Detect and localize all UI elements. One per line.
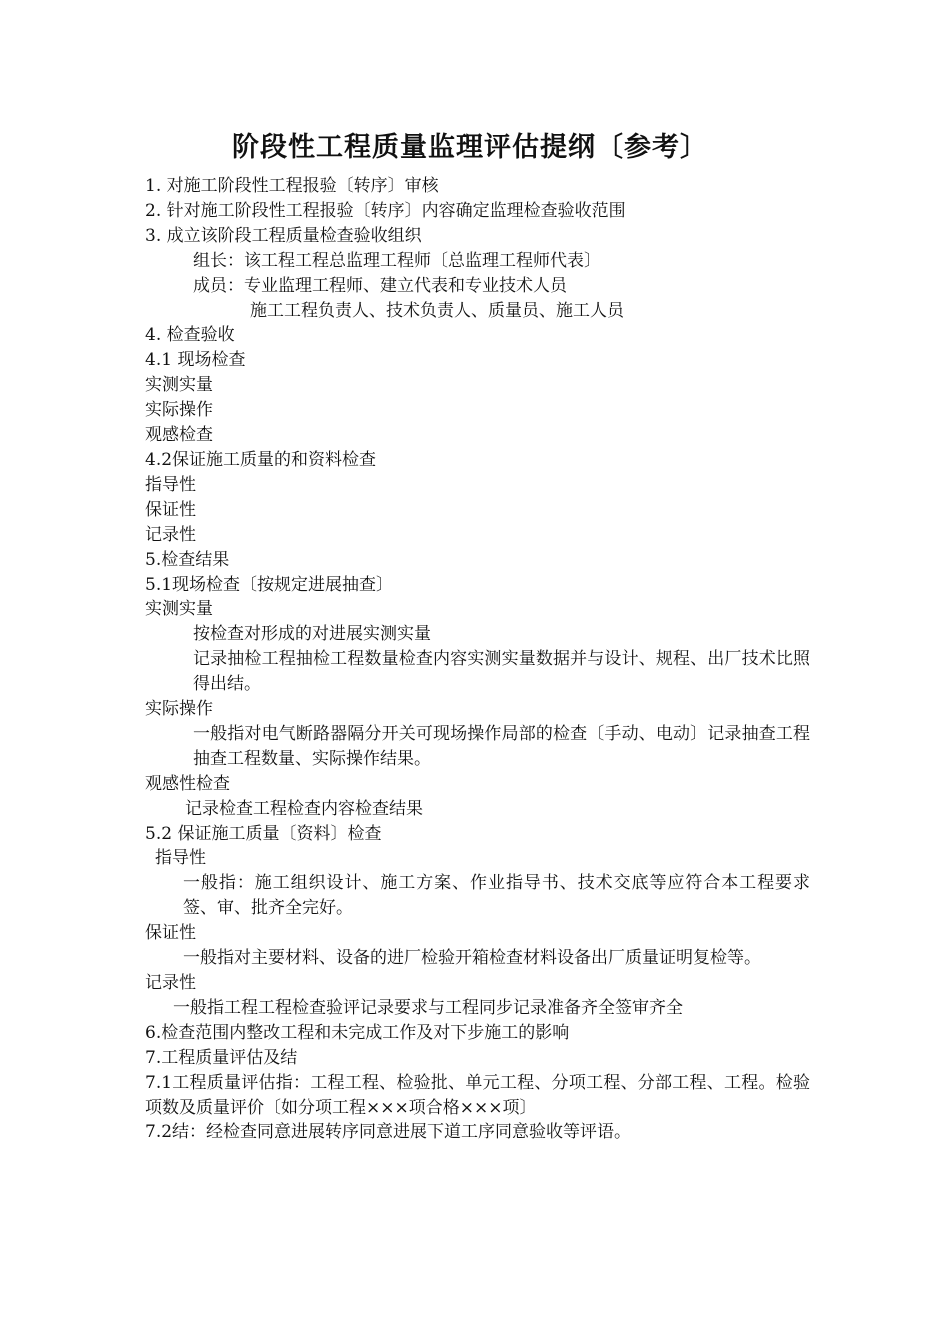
document-body (145, 174, 810, 1145)
subitem-operation: 实际操作 (145, 400, 213, 421)
subitem-guidance: 指导性 (145, 474, 196, 495)
subheading-guidance: 指导性 (155, 848, 206, 869)
visual-paragraph: 记录检查工程检查内容检查结果 (185, 798, 423, 819)
team-members-continued-line: 施工工程负责人、技术负责人、质量员、施工人员 (250, 300, 624, 321)
team-leader-line: 组长：该工程工程总监理工程师〔总监理工程师代表〕 (193, 250, 601, 271)
measurement-paragraph-2: 记录抽检工程抽检工程数量检查内容实测实量数据并与设计、规程、出厂技术比照得出结。 (193, 649, 810, 695)
list-item-2: 2. 针对施工阶段性工程报验〔转序〕内容确定监理检查验收范围 (145, 200, 626, 221)
operation-paragraph: 一般指对电气断路器隔分开关可现场操作局部的检查〔手动、电动〕记录抽查工程抽查工程数量、实际操作结果。 (193, 723, 810, 769)
section-7-1-paragraph: 7.1工程质量评估指：工程工程、检验批、单元工程、分项工程、分部工程、工程。检验项数及质量评价〔如分项工程×××项合格×××项〕 (145, 1072, 810, 1118)
team-members-line: 成员：专业监理工程师、建立代表和专业技术人员 (193, 275, 567, 296)
assurance-paragraph: 一般指对主要材料、设备的进厂检验开箱检查材料设备出厂质量证明复检等。 (183, 948, 761, 969)
section-heading-5: 5.检查结果 (145, 549, 230, 570)
guidance-paragraph: 一般指：施工组织设计、施工方案、作业指导书、技术交底等应符合本工程要求签、审、批齐全完好。 (183, 873, 810, 919)
document-title: 阶段性工程质量监理评估提纲〔参考〕 (232, 132, 708, 163)
record-paragraph: 一般指工程工程检查验评记录要求与工程同步记录准备齐全签审齐全 (173, 997, 683, 1018)
subitem-visual: 观感检查 (145, 425, 213, 446)
subheading-operation: 实际操作 (145, 699, 213, 720)
subheading-visual: 观感性检查 (145, 773, 230, 794)
measurement-paragraph-1: 按检查对形成的对进展实测实量 (193, 624, 431, 645)
subitem-measurement: 实测实量 (145, 375, 213, 396)
subheading-record: 记录性 (145, 973, 196, 993)
section-7-2-paragraph: 7.2结：经检查同意进展转序同意进展下道工序同意验收等评语。 (145, 1122, 632, 1143)
section-heading-6: 6.检查范围内整改工程和未完成工作及对下步施工的影响 (145, 1022, 570, 1043)
section-heading-4-2: 4.2保证施工质量的和资料检查 (145, 449, 377, 470)
list-item-3: 3. 成立该阶段工程质量检查验收组织 (145, 225, 422, 246)
section-heading-5-2: 5.2 保证施工质量〔资料〕检查 (145, 823, 382, 844)
subitem-record: 记录性 (145, 524, 196, 545)
subheading-measurement: 实测实量 (145, 599, 213, 620)
subitem-assurance: 保证性 (145, 499, 196, 520)
section-heading-4-1: 4.1 现场检查 (145, 350, 246, 371)
section-heading-5-1: 5.1现场检查〔按规定进展抽查〕 (145, 574, 394, 595)
list-item-1: 1. 对施工阶段性工程报验〔转序〕审核 (145, 176, 439, 196)
subheading-assurance: 保证性 (145, 923, 196, 944)
list-item-4: 4. 检查验收 (145, 325, 235, 346)
section-heading-7: 7.工程质量评估及结 (145, 1047, 298, 1068)
